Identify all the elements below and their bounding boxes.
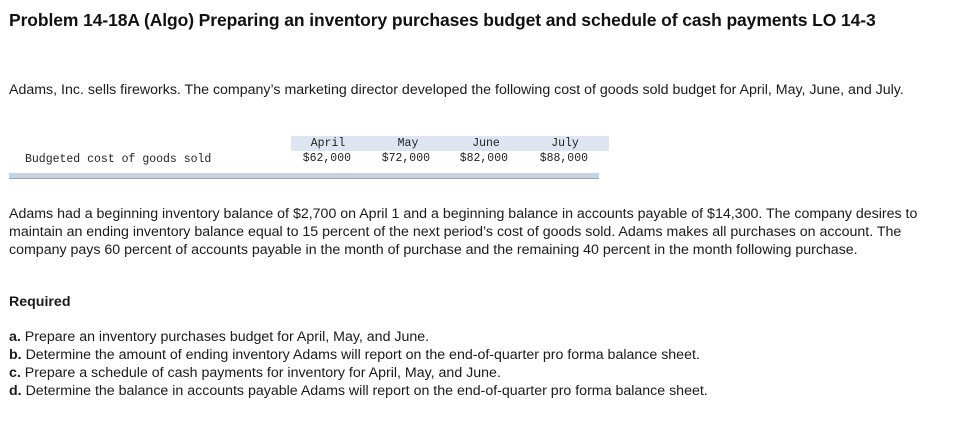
task-text: Prepare a schedule of cash payments for inventory for April, May, and June.: [24, 365, 501, 381]
value-june: $82,000: [459, 152, 508, 165]
required-heading: Required: [9, 294, 71, 310]
task-item: [9, 328, 954, 346]
task-text: Determine the balance in accounts payable Adams will report on the end-of-quarter pro forma balance sheet.: [25, 383, 708, 399]
task-letter: d.: [9, 383, 22, 399]
task-letter: a.: [9, 329, 21, 345]
problem-title: Problem 14-18A (Algo) Preparing an inventory purchases budget and schedule of cash payments LO 14-3: [9, 10, 876, 30]
value-july: $88,000: [539, 152, 588, 165]
task-text: Determine the amount of ending inventory Adams will report on the end-of-quarter pro forma balance sheet.: [25, 347, 700, 363]
table-bottom-rule: [9, 173, 599, 179]
task-list: [9, 328, 954, 400]
value-april: $62,000: [302, 152, 351, 165]
value-may: $72,000: [381, 152, 430, 165]
task-letter: c.: [9, 365, 21, 381]
month-header-may: May: [397, 137, 419, 150]
month-header-june: June: [472, 137, 500, 150]
task-item: [9, 382, 954, 400]
task-item: [9, 346, 954, 364]
month-header-july: July: [551, 137, 579, 150]
task-text: Prepare an inventory purchases budget for April, May, and June.: [24, 329, 430, 345]
body-paragraph: Adams had a beginning inventory balance of $2,700 on April 1 and a beginning balance in accounts payable of $14,300. The company desires to maintain an ending inventory balance equal to 15 percent of the next period’s cost of goods sold. Adams makes all purchases on account. The company pays 60 percent of accounts payable in the month of purchase and the remaining 40 percent in the month following purchase.: [9, 206, 918, 258]
intro-paragraph: Adams, Inc. sells fireworks. The company’s marketing director developed the following cost of goods sold budget for April, May, June, and July.: [9, 82, 904, 98]
table-row-label: Budgeted cost of goods sold: [25, 153, 212, 166]
task-letter: b.: [9, 347, 22, 363]
month-header-april: April: [310, 137, 346, 150]
cogs-budget-table: [9, 136, 599, 180]
task-item: [9, 364, 954, 382]
